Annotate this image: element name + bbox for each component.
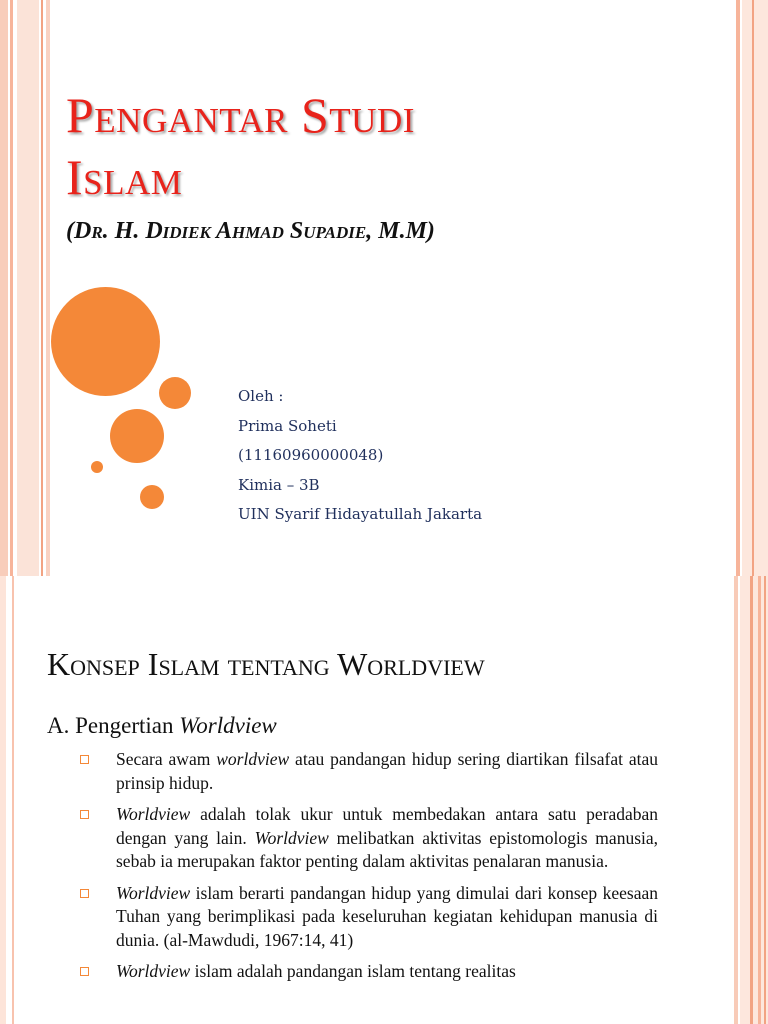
list-item (80, 748, 658, 795)
bullet-em: Worldview (116, 882, 191, 903)
author-block (238, 382, 482, 530)
decor-circle (140, 485, 164, 509)
decor-stripe (758, 576, 761, 1024)
list-item (80, 960, 658, 984)
decor-stripe (46, 0, 50, 576)
author-name: Prima Soheti (238, 416, 337, 435)
decor-circle (159, 377, 191, 409)
decor-circle (51, 287, 160, 396)
decor-stripe (742, 0, 768, 576)
slide-title-line1: Pengantar Studi (66, 87, 415, 143)
bullet-post: adalah tolak ukur untuk membedakan antara satu peradaban dengan yang lain. (116, 804, 658, 848)
bullet-post: atau pandangan hidup sering diartikan filsafat atau prinsip hidup. (116, 749, 658, 793)
bullet-pre: Secara awam (116, 749, 217, 769)
decor-stripe (752, 0, 754, 576)
slide-title-line2: Islam (66, 149, 183, 205)
decor-stripe (0, 576, 6, 1024)
list-item (80, 882, 658, 953)
decor-stripe (0, 0, 8, 576)
decor-circle (110, 409, 164, 463)
decor-stripe (764, 576, 766, 1024)
bullet-em: worldview (216, 749, 290, 769)
decor-stripe (12, 576, 14, 1024)
bullet-em2: Worldview (254, 827, 329, 848)
decor-stripe (750, 576, 753, 1024)
hollow-square-bullet-icon (80, 967, 89, 976)
author-class: Kimia – 3B (238, 475, 320, 494)
bullet-em: Worldview (116, 804, 191, 824)
hollow-square-bullet-icon (80, 755, 89, 764)
bullet-post2: melibatkan aktivitas epistomologis manusia, sebab ia merupakan faktor penting dalam aktivitas penalaran manusia. (116, 827, 659, 871)
decor-stripe (17, 0, 39, 576)
section-prefix: A. Pengertian (47, 713, 180, 738)
author-label: Oleh : (238, 387, 284, 405)
author-id: (11160960000048) (238, 446, 384, 464)
decor-stripe (10, 0, 13, 576)
bullet-post: islam adalah pandangan islam tentang realitas (190, 961, 516, 981)
author-university: UIN Syarif Hidayatullah Jakarta (238, 505, 483, 523)
hollow-square-bullet-icon (80, 810, 89, 819)
hollow-square-bullet-icon (80, 889, 89, 898)
section-heading (47, 713, 277, 739)
content-title: Konsep Islam tentang Worldview (47, 646, 485, 682)
decor-stripe (734, 576, 738, 1024)
slide-subtitle: (Dr. H. Didiek Ahmad Supadie, M.M) (66, 218, 435, 244)
content-slide (0, 576, 768, 1024)
decor-stripe (41, 0, 43, 576)
section-italic: Worldview (179, 713, 277, 738)
bullet-post: islam berarti pandangan hidup yang dimulai dari konsep keesaan Tuhan yang berimplikasi pada keseluruhan kegiatan kehidupan manusia di dunia. (al-Mawdudi, 1967:14, 41) (116, 882, 658, 950)
list-item (80, 803, 658, 874)
bullet-em: Worldview (116, 961, 191, 981)
bullet-list (80, 748, 658, 992)
slide-title (66, 84, 726, 208)
decor-circle (91, 461, 103, 473)
decor-stripe (736, 0, 740, 576)
